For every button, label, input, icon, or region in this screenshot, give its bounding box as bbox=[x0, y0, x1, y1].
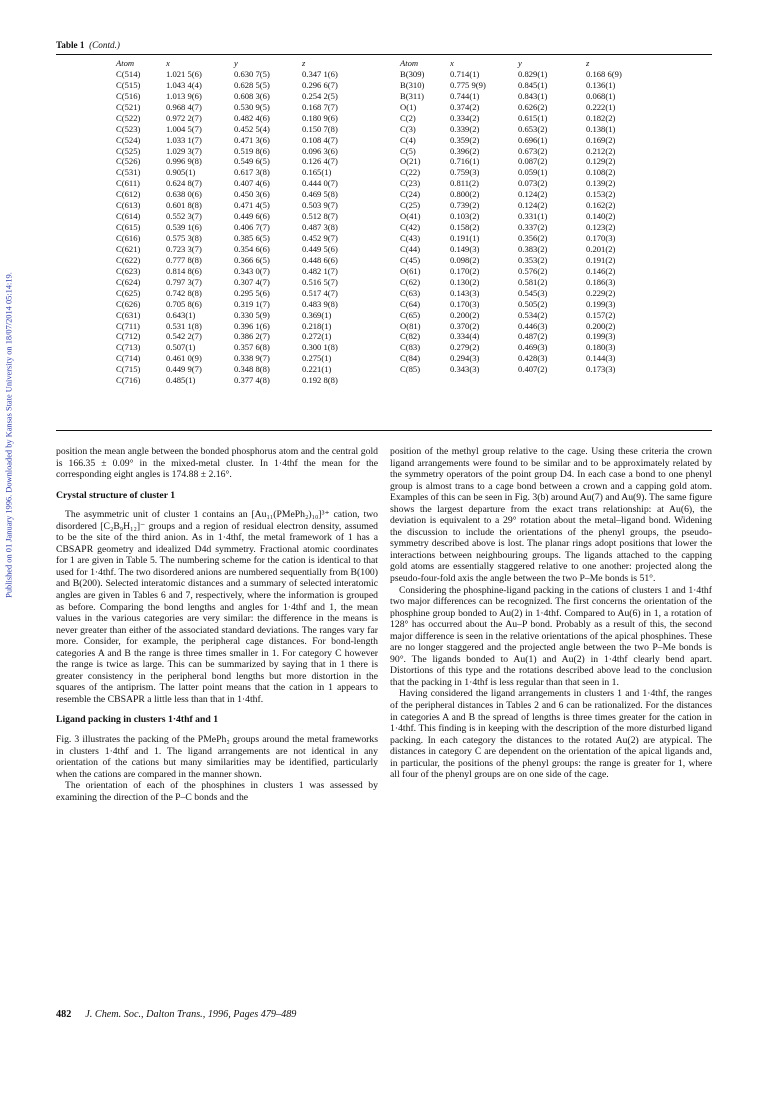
table-cell: 0.542 2(7) bbox=[166, 331, 202, 342]
table-cell: C(64) bbox=[400, 298, 421, 309]
table-cell: 0.448 6(6) bbox=[302, 254, 338, 265]
table-cell: 0.539 1(6) bbox=[166, 222, 202, 233]
table-cell: C(23) bbox=[400, 178, 421, 189]
table-cell: C(4) bbox=[400, 134, 416, 145]
table-cell: 0.168 7(7) bbox=[302, 101, 338, 112]
table-cell: 0.739(2) bbox=[450, 200, 480, 211]
table-cell: 0.139(2) bbox=[586, 178, 616, 189]
table-cell: 0.294(3) bbox=[450, 353, 480, 364]
table-cell: 0.098(2) bbox=[450, 254, 480, 265]
table-cell: 0.218(1) bbox=[302, 320, 332, 331]
table-cell: 0.334(4) bbox=[450, 331, 480, 342]
table-cell: 0.483 9(8) bbox=[302, 298, 338, 309]
table-cell: C(622) bbox=[116, 254, 141, 265]
table-cell: 0.149(3) bbox=[450, 243, 480, 254]
table-cell: 0.549 6(5) bbox=[234, 156, 270, 167]
table-cell: 0.777 8(8) bbox=[166, 254, 202, 265]
table-cell: 0.374(2) bbox=[450, 101, 480, 112]
table-cell: 0.162(2) bbox=[586, 200, 616, 211]
section-heading: Crystal structure of cluster 1 bbox=[56, 489, 176, 501]
table-cell: 0.366 6(5) bbox=[234, 254, 270, 265]
table-cell: 0.581(2) bbox=[518, 276, 548, 287]
table-cell: 0.534(2) bbox=[518, 309, 548, 320]
table-cell: 0.716(1) bbox=[450, 156, 480, 167]
table-cell: 0.505(2) bbox=[518, 298, 548, 309]
table-cell: C(42) bbox=[400, 222, 421, 233]
table-cell: C(515) bbox=[116, 79, 141, 90]
table-caption bbox=[56, 40, 120, 50]
paragraph: The asymmetric unit of cluster 1 contains an [Au₁₁(PMePh₂)₁₀]³⁺ cation, two disordered [C₂B₉H₁₂]⁻ groups and a region of residual electron density, assumed to be the site of the third anion. As in 1·4thf, the metal framework of 1 has a CBSAPR geometry and idealized D4d symmetry. Fractional atomic coordinates for 1 are given in Table 5. The numbering scheme for the cation is identical to that used for 1·4thf. The two disordered anions are numbered sequentially from B(100) and B(200). Selected interatomic distances and a summary of selected interatomic angles are given in Tables 6 and 7, respectively, where the information is grouped as before. Comparing the bond lengths and angles for 1·4thf and 1, the mean values in the various categories are very similar: the difference in the means is never greater than either of the associated standard deviations. The ranges vary far more. Consider, for example, the peripheral cage distances. For bond-length categories A and B the range is three times smaller in 1. For category C however the range is twice as large. This can be summarized by saying that in 1 there is greater consistency in the peripheral bond lengths but more distortion in the squares of the antiprism. The latter point means that the cation in 1 appears to resemble the CBSAPR a little less than that in 1·4thf. bbox=[56, 509, 378, 705]
table-cell: C(84) bbox=[400, 353, 421, 364]
table-cell: 0.300 1(8) bbox=[302, 342, 338, 353]
paragraph: Fig. 3 illustrates the packing of the PMePh₂ groups around the metal frameworks in clusters 1·4thf and 1. The ligand arrangements are not identical in any orientation of the cations but many similarities may be identified, particularly when the cations are compared in the manner shown. bbox=[56, 734, 378, 780]
table-cell: O(21) bbox=[400, 156, 421, 167]
table-cell: 0.530 9(5) bbox=[234, 101, 270, 112]
table-cell: 0.630 7(5) bbox=[234, 68, 270, 79]
table-cell: 0.124(2) bbox=[518, 200, 548, 211]
column-header: Atom bbox=[116, 58, 135, 68]
table-cell: 0.407 4(6) bbox=[234, 178, 270, 189]
table-cell: 0.068(1) bbox=[586, 90, 616, 101]
table-cell: 0.485(1) bbox=[166, 375, 196, 386]
table-cell: 0.096 3(6) bbox=[302, 145, 338, 156]
table-cell: 0.191(2) bbox=[586, 254, 616, 265]
table-cell: C(614) bbox=[116, 211, 141, 222]
table-cell: C(24) bbox=[400, 189, 421, 200]
table-cell: C(625) bbox=[116, 287, 141, 298]
table-cell: 0.330 5(9) bbox=[234, 309, 270, 320]
table-cell: 0.487 3(8) bbox=[302, 222, 338, 233]
table-cell: 0.369(1) bbox=[302, 309, 332, 320]
table-cell: 0.608 3(6) bbox=[234, 90, 270, 101]
table-cell: 0.192 8(8) bbox=[302, 375, 338, 386]
table-cell: 0.200(2) bbox=[450, 309, 480, 320]
table-cell: 0.059(1) bbox=[518, 167, 548, 178]
table-cell: C(5) bbox=[400, 145, 416, 156]
table-cell: 0.182(2) bbox=[586, 112, 616, 123]
table-bottom-rule bbox=[56, 430, 712, 431]
table-cell: C(714) bbox=[116, 353, 141, 364]
table-cell: B(311) bbox=[400, 90, 425, 101]
column-header: y bbox=[518, 58, 522, 68]
table-cell: C(521) bbox=[116, 101, 141, 112]
table-cell: 0.516 5(7) bbox=[302, 276, 338, 287]
table-cell: 0.800(2) bbox=[450, 189, 480, 200]
table-cell: 1.029 3(7) bbox=[166, 145, 202, 156]
table-cell: 0.512 8(7) bbox=[302, 211, 338, 222]
table-cell: 0.124(2) bbox=[518, 189, 548, 200]
table-cell: 0.575 3(8) bbox=[166, 233, 202, 243]
table-cell: 0.452 9(7) bbox=[302, 233, 338, 243]
table-cell: 0.829(1) bbox=[518, 68, 548, 79]
table-cell: 0.170(3) bbox=[450, 298, 480, 309]
table-cell: B(309) bbox=[400, 68, 425, 79]
table-cell: 1.013 9(6) bbox=[166, 90, 202, 101]
paragraph: Considering the phosphine-ligand packing in the cations of clusters 1 and 1·4thf two major differences can be recognized. The first concerns the orientation of the phosphine group bonded to Au(2) in 1·4thf. Compared to Au(6) in 1, a rotation of 128° has occurred about the Au–P bond. Probably as a result of this, the second major difference is seen in the relative orientations of the apical phosphines. These are no longer staggered and the projected angle between the two P–Me bonds is 90°. The ligands bonded to Au(1) and Au(2) in 1·4thf clearly bend apart. Distortions of this type and the rotations described above lead to the conclusion that the packing in 1·4thf is less regular than that seen in 1. bbox=[390, 584, 712, 688]
table-cell: 0.775 9(9) bbox=[450, 79, 486, 90]
table-cell: O(41) bbox=[400, 211, 421, 222]
table-cell: 1.043 4(4) bbox=[166, 79, 202, 90]
table-cell: 0.073(2) bbox=[518, 178, 548, 189]
column-header: x bbox=[166, 58, 170, 68]
table-cell: 0.272(1) bbox=[302, 331, 332, 342]
table-cell: C(524) bbox=[116, 134, 141, 145]
table-cell: 0.487(2) bbox=[518, 331, 548, 342]
table-cell: 0.158(2) bbox=[450, 222, 480, 233]
column-header: y bbox=[234, 58, 238, 68]
table-cell: C(626) bbox=[116, 298, 141, 309]
table-cell: 0.383(2) bbox=[518, 243, 548, 254]
table-cell: 0.334(2) bbox=[450, 112, 480, 123]
table-label: Table 1 bbox=[56, 40, 85, 50]
table-cell: 0.696(1) bbox=[518, 134, 548, 145]
table-cell: 0.343(3) bbox=[450, 364, 480, 375]
table-cell: 0.705 8(6) bbox=[166, 298, 202, 309]
page-number: 482 bbox=[56, 1009, 72, 1020]
table-cell: C(522) bbox=[116, 112, 141, 123]
table-cell: 0.811(2) bbox=[450, 178, 480, 189]
table-cell: C(612) bbox=[116, 189, 141, 200]
table-cell: 0.200(2) bbox=[586, 320, 616, 331]
table-cell: C(624) bbox=[116, 276, 141, 287]
table-cell: 0.354 6(6) bbox=[234, 243, 270, 254]
table-cell: 0.168 6(9) bbox=[586, 68, 622, 79]
table-cell: O(81) bbox=[400, 320, 421, 331]
table-cell: 0.386 2(7) bbox=[234, 331, 270, 342]
table-cell: C(45) bbox=[400, 254, 421, 265]
table-cell: 0.576(2) bbox=[518, 265, 548, 276]
table-cell: 0.452 5(4) bbox=[234, 123, 270, 134]
table-cell: 0.450 3(6) bbox=[234, 189, 270, 200]
table-cell: 0.170(3) bbox=[586, 233, 616, 243]
download-watermark-text: Published on 01 January 1996. Downloaded by Kansas State University on 18/07/2014 05:14:19. bbox=[4, 272, 14, 598]
table-contd: (Contd.) bbox=[89, 40, 120, 50]
table-cell: 0.337(2) bbox=[518, 222, 548, 233]
table-cell: 0.199(3) bbox=[586, 298, 616, 309]
table-cell: 0.996 9(8) bbox=[166, 156, 202, 167]
table-cell: C(716) bbox=[116, 375, 141, 386]
table-cell: 0.845(1) bbox=[518, 79, 548, 90]
table-cell: C(3) bbox=[400, 123, 416, 134]
table-cell: 0.972 2(7) bbox=[166, 112, 202, 123]
table-cell: 0.353(2) bbox=[518, 254, 548, 265]
table-cell: 0.407(2) bbox=[518, 364, 548, 375]
column-header: z bbox=[586, 58, 590, 68]
table-cell: 0.601 8(8) bbox=[166, 200, 202, 211]
table-cell: 0.169(2) bbox=[586, 134, 616, 145]
table-cell: O(61) bbox=[400, 265, 421, 276]
table-cell: C(65) bbox=[400, 309, 421, 320]
table-cell: 0.229(2) bbox=[586, 287, 616, 298]
table-cell: 0.201(2) bbox=[586, 243, 616, 254]
table-cell: C(82) bbox=[400, 331, 421, 342]
table-cell: 0.471 3(6) bbox=[234, 134, 270, 145]
table-cell: 0.482 4(6) bbox=[234, 112, 270, 123]
paragraph: position the mean angle between the bonded phosphorus atom and the central gold is 166.35 ± 0.09° in the mixed-metal cluster. In 1·4thf the mean for the corresponding eight angles is 174.88 ± 2.16°. bbox=[56, 446, 378, 481]
table-cell: C(516) bbox=[116, 90, 141, 101]
table-cell: 0.843(1) bbox=[518, 90, 548, 101]
table-cell: 0.797 3(7) bbox=[166, 276, 202, 287]
table-cell: 0.212(2) bbox=[586, 145, 616, 156]
table-cell: C(623) bbox=[116, 265, 141, 276]
table-cell: 0.449 9(7) bbox=[166, 364, 202, 375]
table-cell: 0.343 0(7) bbox=[234, 265, 270, 276]
table-cell: C(616) bbox=[116, 233, 141, 243]
table-cell: 0.714(1) bbox=[450, 68, 480, 79]
table-cell: 0.449 6(6) bbox=[234, 211, 270, 222]
journal-citation: J. Chem. Soc., Dalton Trans., 1996, Pages 479–489 bbox=[85, 1009, 297, 1020]
table-cell: 0.307 4(7) bbox=[234, 276, 270, 287]
table-cell: C(715) bbox=[116, 364, 141, 375]
table-top-rule bbox=[56, 54, 712, 55]
table-cell: 0.482 1(7) bbox=[302, 265, 338, 276]
page-footer bbox=[56, 1009, 296, 1020]
table-cell: C(615) bbox=[116, 222, 141, 233]
table-cell: 0.153(2) bbox=[586, 189, 616, 200]
table-cell: 0.254 2(5) bbox=[302, 90, 338, 101]
table-cell: C(25) bbox=[400, 200, 421, 211]
table-cell: C(62) bbox=[400, 276, 421, 287]
table-cell: 0.359(2) bbox=[450, 134, 480, 145]
table-cell: 0.331(1) bbox=[518, 211, 548, 222]
table-cell: 0.517 4(7) bbox=[302, 287, 338, 298]
table-cell: 0.146(2) bbox=[586, 265, 616, 276]
paragraph: The orientation of each of the phosphines in clusters 1 was assessed by examining the direction of the P–C bonds and the bbox=[56, 780, 378, 803]
table-cell: 0.295 5(6) bbox=[234, 287, 270, 298]
table-cell: 0.446(3) bbox=[518, 320, 548, 331]
table-cell: 0.469 5(8) bbox=[302, 189, 338, 200]
table-cell: 0.339(2) bbox=[450, 123, 480, 134]
table-cell: 0.723 3(7) bbox=[166, 243, 202, 254]
table-cell: 0.173(3) bbox=[586, 364, 616, 375]
table-cell: 0.531 1(8) bbox=[166, 320, 202, 331]
section-heading: Ligand packing in clusters 1·4thf and 1 bbox=[56, 714, 219, 726]
table-cell: 0.129(2) bbox=[586, 156, 616, 167]
table-cell: 0.140(2) bbox=[586, 211, 616, 222]
table-cell: 0.519 8(6) bbox=[234, 145, 270, 156]
table-cell: 0.617 3(8) bbox=[234, 167, 270, 178]
table-cell: 0.626(2) bbox=[518, 101, 548, 112]
table-cell: C(631) bbox=[116, 309, 141, 320]
table-cell: 1.033 1(7) bbox=[166, 134, 202, 145]
table-cell: C(44) bbox=[400, 243, 421, 254]
table-cell: 0.108 4(7) bbox=[302, 134, 338, 145]
table-cell: 0.428(3) bbox=[518, 353, 548, 364]
table-cell: 0.507(1) bbox=[166, 342, 196, 353]
table-cell: 0.319 1(7) bbox=[234, 298, 270, 309]
table-cell: 0.814 8(6) bbox=[166, 265, 202, 276]
table-cell: 0.087(2) bbox=[518, 156, 548, 167]
table-cell: 0.643(1) bbox=[166, 309, 196, 320]
text-column-left bbox=[56, 446, 378, 803]
table-cell: 0.136(1) bbox=[586, 79, 616, 90]
table-cell: 0.552 3(7) bbox=[166, 211, 202, 222]
table-cell: 0.628 5(5) bbox=[234, 79, 270, 90]
paragraph: position of the methyl group relative to the cage. Using these criteria the crown ligand arrangements were found to be similar and to be approximately related by the symmetry operators of the point group D4. In each case a bond to one phenyl group is almost trans to a cage bond between a crown and a capping gold atom. Examples of this can be seen in Fig. 3(b) around Au(7) and Au(9). The same figure shows the largest departure from the exact trans relationship: at Au(6), the deviation is equivalent to a 29° rotation about the metal–ligand bond. Widening the discussion to include the orientations of the phenyl groups, the pseudo-symmetry described above is lost. The planar rings adopt positions that lower the interactions between neighbouring groups. The ligands attached to the capping gold atoms are essentially staggered relative to one another: projected along the pseudo-four-fold axis the angle between the two P–Me bonds is 51°. bbox=[390, 446, 712, 585]
table-cell: O(1) bbox=[400, 101, 417, 112]
table-cell: 0.377 4(8) bbox=[234, 375, 270, 386]
column-header: z bbox=[302, 58, 306, 68]
table-cell: C(514) bbox=[116, 68, 141, 79]
paragraph: Having considered the ligand arrangements in clusters 1 and 1·4thf, the ranges of the peripheral distances in Tables 2 and 6 can be rationalized. For the distances in categories A and B the spread of lengths is three times greater for the cation in 1·4thf. This finding is in keeping with the description of the more disturbed ligand packing. In each category the distances to the rotated Au(2) are atypical. The distances in category C are dependent on the orientation of the apical ligands and, in particular, the positions of the phenyl groups: the range is greater for 1, where all four of the phenyl groups are on one side of the cage. bbox=[390, 688, 712, 781]
table-cell: C(613) bbox=[116, 200, 141, 211]
table-cell: 0.191(1) bbox=[450, 233, 480, 243]
table-cell: 0.347 1(6) bbox=[302, 68, 338, 79]
table-cell: C(531) bbox=[116, 167, 141, 178]
table-cell: 1.021 5(6) bbox=[166, 68, 202, 79]
table-cell: 0.157(2) bbox=[586, 309, 616, 320]
table-cell: 0.968 4(7) bbox=[166, 101, 202, 112]
table-cell: 0.123(2) bbox=[586, 222, 616, 233]
table-cell: C(523) bbox=[116, 123, 141, 134]
download-watermark bbox=[2, 220, 16, 650]
table-cell: 0.144(3) bbox=[586, 353, 616, 364]
table-cell: C(83) bbox=[400, 342, 421, 353]
table-cell: 0.653(2) bbox=[518, 123, 548, 134]
table-cell: B(310) bbox=[400, 79, 425, 90]
table-cell: 0.385 6(5) bbox=[234, 233, 270, 243]
table-cell: 0.138(1) bbox=[586, 123, 616, 134]
table-cell: 0.221(1) bbox=[302, 364, 332, 375]
table-cell: 0.406 7(7) bbox=[234, 222, 270, 233]
table-cell: 0.503 9(7) bbox=[302, 200, 338, 211]
table-cell: 0.471 4(5) bbox=[234, 200, 270, 211]
table-cell: C(525) bbox=[116, 145, 141, 156]
table-cell: C(2) bbox=[400, 112, 416, 123]
table-cell: 0.103(2) bbox=[450, 211, 480, 222]
table-cell: C(711) bbox=[116, 320, 141, 331]
table-cell: C(85) bbox=[400, 364, 421, 375]
table-cell: C(611) bbox=[116, 178, 141, 189]
text-column-right bbox=[390, 446, 712, 781]
table-cell: 0.143(3) bbox=[450, 287, 480, 298]
table-cell: 0.744(1) bbox=[450, 90, 480, 101]
table-cell: 0.469(3) bbox=[518, 342, 548, 353]
table-cell: 0.638 0(6) bbox=[166, 189, 202, 200]
table-cell: 0.279(2) bbox=[450, 342, 480, 353]
table-cell: C(713) bbox=[116, 342, 141, 353]
table-cell: 0.186(3) bbox=[586, 276, 616, 287]
table-cell: 0.624 8(7) bbox=[166, 178, 202, 189]
table-cell: C(526) bbox=[116, 156, 141, 167]
table-cell: 0.165(1) bbox=[302, 167, 332, 178]
table-cell: 0.356(2) bbox=[518, 233, 548, 243]
table-cell: 0.150 7(8) bbox=[302, 123, 338, 134]
table-cell: 0.673(2) bbox=[518, 145, 548, 156]
table-cell: 0.348 8(8) bbox=[234, 364, 270, 375]
table-cell: 0.742 8(8) bbox=[166, 287, 202, 298]
table-cell: 0.396 1(6) bbox=[234, 320, 270, 331]
table-cell: 0.357 6(8) bbox=[234, 342, 270, 353]
table-cell: 0.444 0(7) bbox=[302, 178, 338, 189]
table-cell: 0.338 9(7) bbox=[234, 353, 270, 364]
table-cell: 0.759(3) bbox=[450, 167, 480, 178]
table-cell: C(63) bbox=[400, 287, 421, 298]
table-cell: 0.108(2) bbox=[586, 167, 616, 178]
column-header: x bbox=[450, 58, 454, 68]
table-cell: C(712) bbox=[116, 331, 141, 342]
table-cell: C(621) bbox=[116, 243, 141, 254]
table-cell: C(43) bbox=[400, 233, 421, 243]
table-cell: 0.180(3) bbox=[586, 342, 616, 353]
table-cell: 0.461 0(9) bbox=[166, 353, 202, 364]
table-cell: 0.396(2) bbox=[450, 145, 480, 156]
table-cell: 0.170(2) bbox=[450, 265, 480, 276]
table-cell: 0.199(3) bbox=[586, 331, 616, 342]
table-cell: 0.545(3) bbox=[518, 287, 548, 298]
table-cell: C(22) bbox=[400, 167, 421, 178]
table-cell: 0.126 4(7) bbox=[302, 156, 338, 167]
table-cell: 0.275(1) bbox=[302, 353, 332, 364]
column-header: Atom bbox=[400, 58, 419, 68]
table-cell: 0.905(1) bbox=[166, 167, 196, 178]
table-cell: 0.222(1) bbox=[586, 101, 616, 112]
table-cell: 1.004 5(7) bbox=[166, 123, 202, 134]
table-cell: 0.615(1) bbox=[518, 112, 548, 123]
table-cell: 0.370(2) bbox=[450, 320, 480, 331]
table-cell: 0.180 9(6) bbox=[302, 112, 338, 123]
table-cell: 0.449 5(6) bbox=[302, 243, 338, 254]
table-cell: 0.296 6(7) bbox=[302, 79, 338, 90]
table-cell: 0.130(2) bbox=[450, 276, 480, 287]
